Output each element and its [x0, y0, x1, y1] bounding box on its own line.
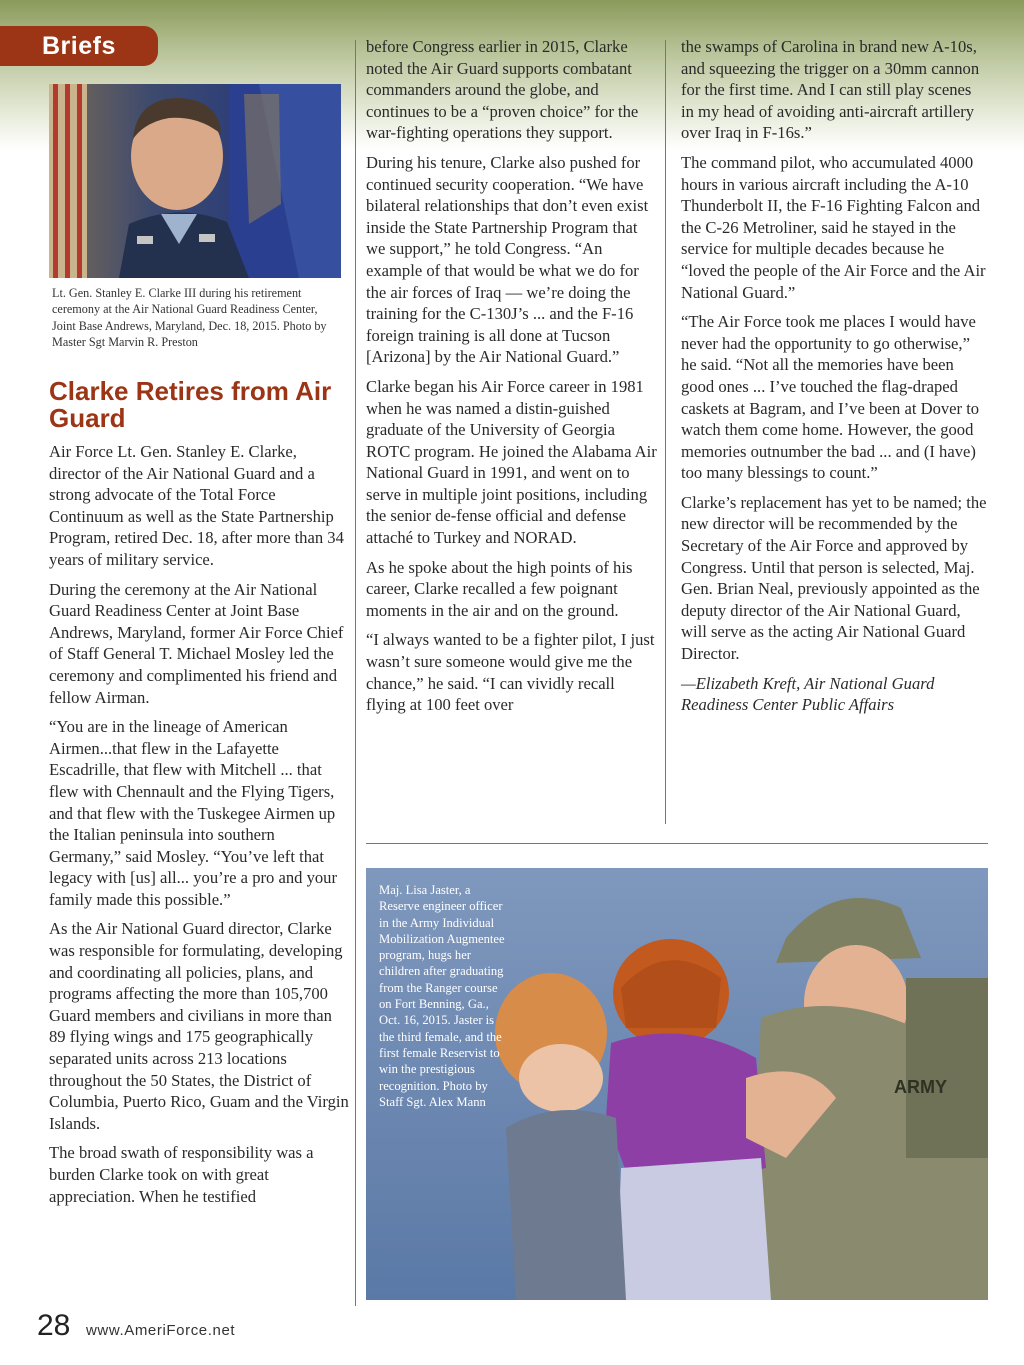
paragraph: “The Air Force took me places I would have never had the opportunity to go otherwise,” he said. “Not all the memories have been good ones ... I’ve touched the flag-draped caskets at Bagram, and I’ve been at Dover to watch them come home. However, the good memories outnumber the bad ... and (I have) too many blessings to count.”	[681, 312, 980, 483]
clarke-photo-caption: Lt. Gen. Stanley E. Clarke III during his retirement ceremony at the Air National Guard Readiness Center, Joint Base Andrews, Maryland, Dec. 18, 2015. Photo by Master Sgt Marvin R. Preston	[52, 286, 327, 349]
byline: —Elizabeth Kreft, Air National Guard Readiness Center Public Affairs	[681, 673, 935, 715]
jaster-photo-caption: Maj. Lisa Jaster, a Reserve engineer officer in the Army Individual Mobilization Augmentee program, hugs her children after graduating from the Ranger course on Fort Benning, Ga., Oct. 16, 2015. Jaster is the third female, and the first female Reservist to win the prestigious recognition. Photo by Staff Sgt. Alex Mann	[379, 883, 505, 1109]
clarke-photo-image	[49, 84, 341, 278]
paragraph: The command pilot, who accumulated 4000 hours in various aircraft including the A-10 Thunderbolt II, the F-16 Fighting Falcon and the C-26 Metroliner, said he stayed in the service for multiple decades because he “loved the people of the Air Force and the Air National Guard.”	[681, 152, 986, 302]
article-column-3	[681, 36, 987, 724]
paragraph: As he spoke about the high points of his career, Clarke recalled a few poignant moments in the air and on the ground.	[366, 557, 633, 620]
clarke-photo	[49, 84, 341, 278]
horizontal-divider	[366, 843, 988, 844]
section-tab: Briefs	[0, 26, 158, 66]
column-divider	[355, 40, 356, 1306]
paragraph: “I always wanted to be a fighter pilot, I just wasn’t sure someone would give me the chance,” he said. “I can vividly recall flying at 100 feet over	[366, 630, 655, 715]
paragraph: Clarke began his Air Force career in 1981 when he was named a distin-guished graduate of the University of Georgia ROTC program. He joined the Alabama Air National Guard in 1991, and went on to serve in multiple joint positions, including the senior de-fense official and defense attaché to Turkey and NORAD.	[366, 376, 657, 548]
article-column-2	[366, 36, 658, 724]
paragraph: During his tenure, Clarke also pushed for continued security cooperation. “We have bilateral relationships that don’t even exist inside the State Partnership Program that we support,” he told Congress. “An example of that would be what we do for the air forces of Iraq — we’re doing the training for the C-130J’s ... and the F-16 foreign training is all done at Tucson [Arizona] by the Air National Guard.”	[366, 152, 649, 367]
website-url[interactable]: www.AmeriForce.net	[86, 1322, 236, 1339]
page-number: 28	[37, 1309, 71, 1342]
paragraph: Air Force Lt. Gen. Stanley E. Clarke, director of the Air National Guard and a strong advocate of the Total Force Continuum as well as the State Partnership Program, retired Dec. 18, after more than 34 years of military service.	[49, 442, 344, 569]
paragraph: The broad swath of responsibility was a burden Clarke took on with great appreciation. When he testified	[49, 1143, 314, 1206]
paragraph: As the Air National Guard director, Clarke was responsible for formulating, developing and coordinating all policies, plans, and programs affecting the more than 105,700 Guard members and civilians in more than 89 flying wings and 175 geographically separated units across 213 locations throughout the 50 States, the District of Columbia, Puerto Rico, Guam and the Virgin Islands.	[49, 919, 349, 1133]
uniform-tape: ARMY	[894, 1077, 947, 1097]
paragraph: “You are in the lineage of American Airmen...that flew in the Lafayette Escadrille, that flew with Mitchell ... that flew with Chennault and the Flying Tigers, and that flew with the Tuskegee Airmen up the Italian peninsula into southern Germany,” said Mosley. “You’ve left that legacy with [us] all... you’re a pro and your family made this possible.”	[49, 717, 337, 909]
paragraph: During the ceremony at the Air National Guard Readiness Center at Joint Base Andrews, Maryland, former Air Force Chief of Staff General T. Michael Mosley led the ceremony and complimented his friend and fellow Airman.	[49, 579, 344, 707]
article-headline: Clarke Retires from Air Guard	[49, 376, 332, 433]
column-divider	[665, 40, 666, 824]
paragraph: before Congress earlier in 2015, Clarke noted the Air Guard supports combatant commanders around the globe, and continues to be a “proven choice” for the war-fighting operations they support.	[366, 37, 639, 143]
article-column-1	[49, 441, 349, 1215]
paragraph: the swamps of Carolina in brand new A-10s, and squeezing the trigger on a 30mm cannon for the first time. And I can still play scenes in my head of avoiding anti-aircraft artillery over Iraq in F-16s.”	[681, 37, 980, 143]
paragraph: Clarke’s replacement has yet to be named; the new director will be recommended by the Secretary of the Air Force and approved by Congress. Until that person is selected, Maj. Gen. Brian Neal, previously appointed as the deputy director of the Air National Guard, will serve as the acting Air National Guard Director.	[681, 492, 987, 664]
